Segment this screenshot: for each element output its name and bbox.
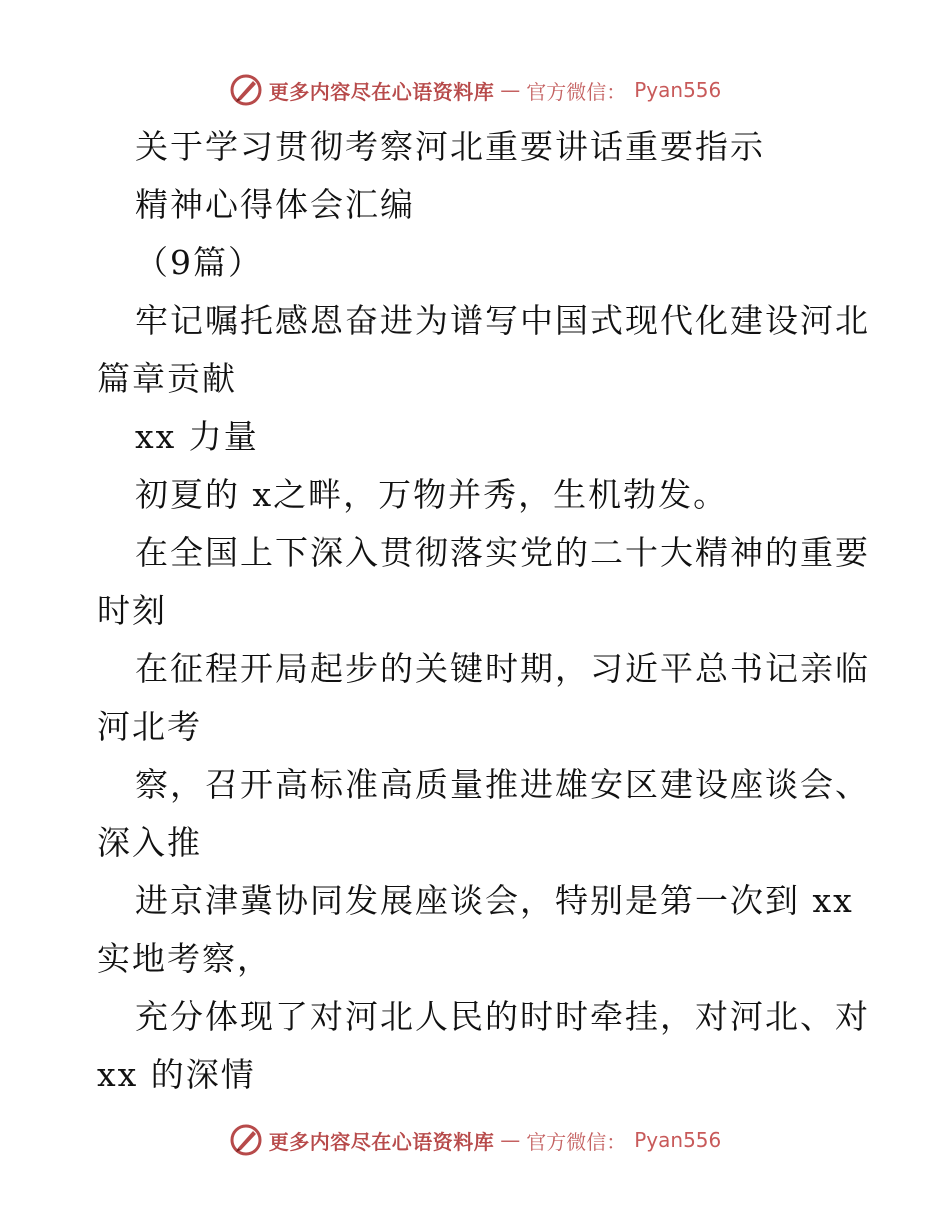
text-line: 实地考察， (97, 939, 272, 978)
footer-watermark-banner (0, 1120, 950, 1160)
text-line: 初夏的 x之畔，万物并秀，生机勃发。 (135, 475, 729, 514)
text-line: 时刻 (97, 591, 167, 630)
text-line: 牢记嘱托感恩奋进为谱写中国式现代化建设河北 (135, 301, 870, 340)
document-body (97, 118, 870, 1104)
banner-wechat-id: Pyan556 (634, 1128, 722, 1152)
banner-main-text: 更多内容尽在心语资料库 (268, 1129, 495, 1154)
banner-separator: — (500, 78, 521, 102)
banner-wechat-id: Pyan556 (634, 78, 722, 102)
text-line: 篇章贡献 (97, 359, 237, 398)
banner-sub-text: 官方微信： (526, 79, 627, 104)
text-line: xx 的深情 (97, 1055, 256, 1094)
text-line: 察，召开高标准高质量推进雄安区建设座谈会、 (135, 765, 870, 804)
document-title-line-2: 精神心得体会汇编 (135, 185, 415, 224)
banner-main-text: 更多内容尽在心语资料库 (268, 79, 495, 104)
header-watermark-banner (0, 70, 950, 110)
banner-sub-text: 官方微信： (526, 1129, 627, 1154)
document-title-line-1: 关于学习贯彻考察河北重要讲话重要指示 (135, 127, 765, 166)
text-line: xx 力量 (135, 417, 259, 456)
text-line: 进京津冀协同发展座谈会，特别是第一次到 xx (135, 881, 854, 920)
text-line: 充分体现了对河北人民的时时牵挂，对河北、对 (135, 997, 870, 1036)
text-line: 在全国上下深入贯彻落实党的二十大精神的重要 (135, 533, 870, 572)
feather-pen-in-circle-icon (229, 1123, 263, 1157)
feather-pen-in-circle-icon (229, 73, 263, 107)
banner-separator: — (500, 1128, 521, 1152)
document-title-count: （9篇） (135, 243, 263, 282)
text-line: 河北考 (97, 707, 202, 746)
text-line: 在征程开局起步的关键时期，习近平总书记亲临 (135, 649, 870, 688)
text-line: 深入推 (97, 823, 202, 862)
